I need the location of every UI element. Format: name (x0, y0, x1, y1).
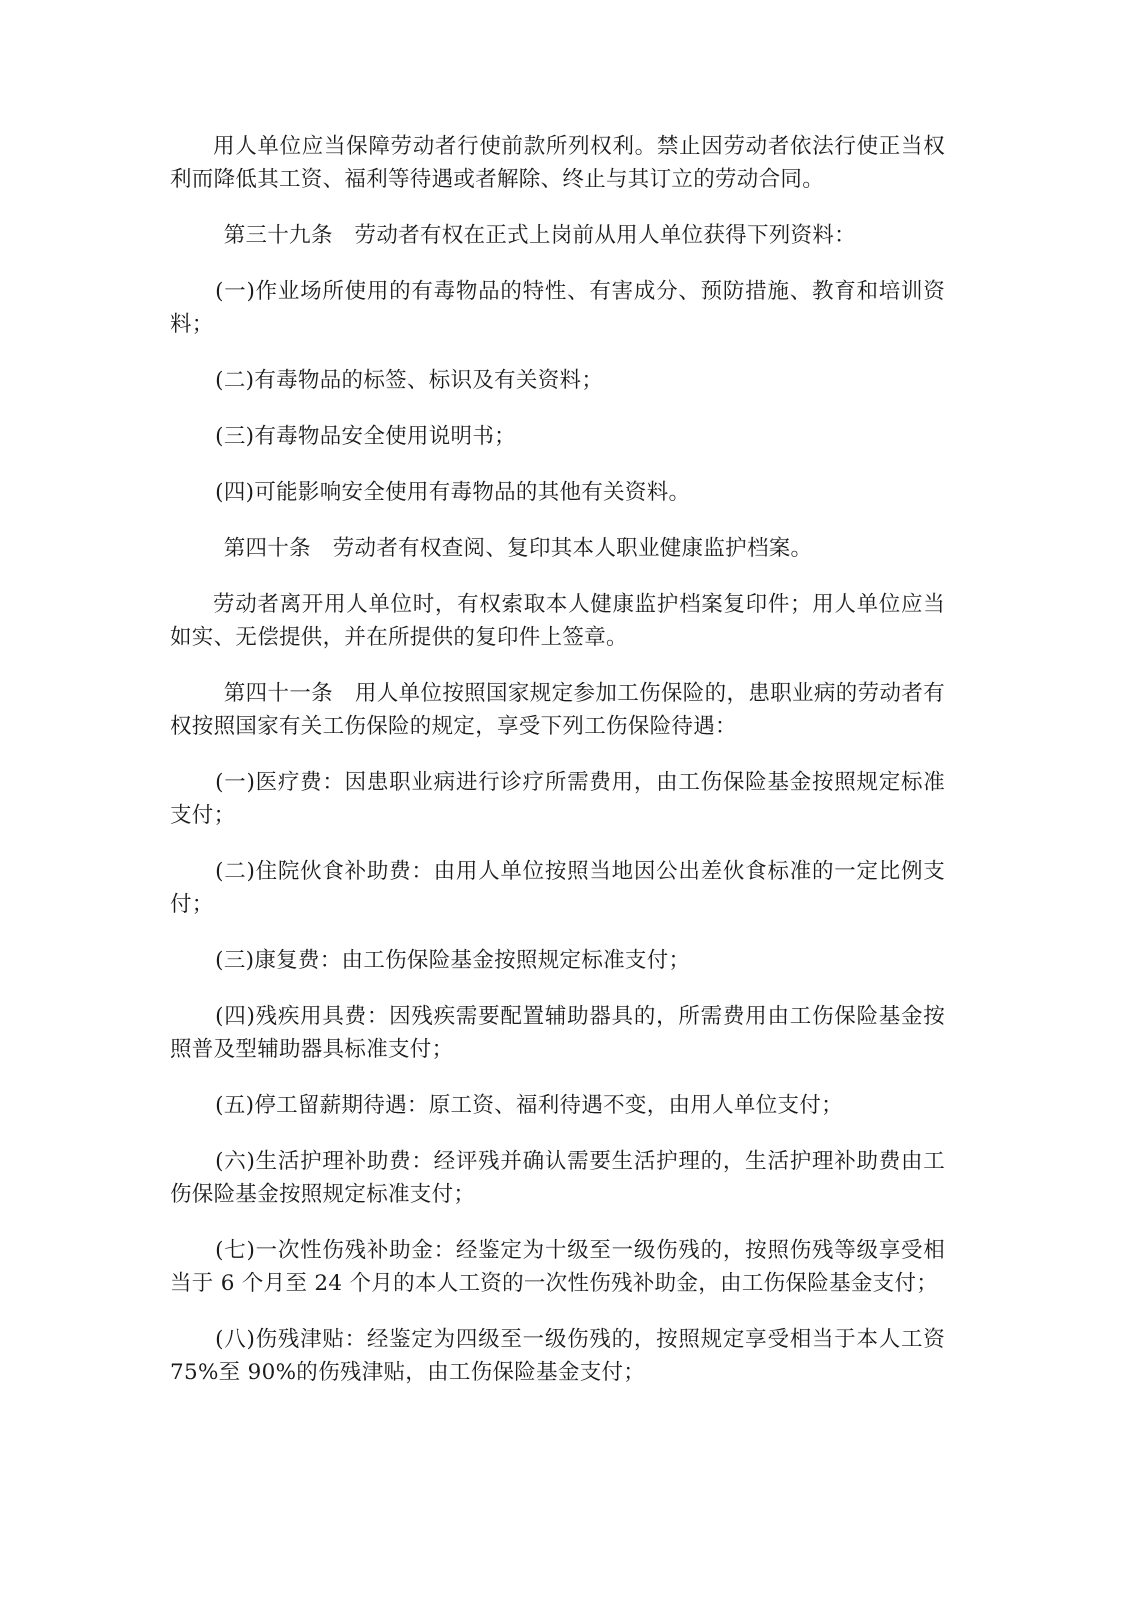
document-page (170, 130, 945, 1412)
paragraph-rights-protection: 用人单位应当保障劳动者行使前款所列权利。禁止因劳动者依法行使正当权利而降低其工资、福利等待遇或者解除、终止与其订立的劳动合同。 (170, 134, 945, 192)
article-41-item-3: (三)康复费：由工伤保险基金按照规定标准支付； (215, 948, 691, 973)
article-40: 第四十条 劳动者有权查阅、复印其本人职业健康监护档案。 (223, 536, 813, 561)
article-41-item-1: (一)医疗费：因患职业病进行诊疗所需费用，由工伤保险基金按照规定标准支付； (170, 770, 945, 828)
article-41: 第四十一条 用人单位按照国家规定参加工伤保险的，患职业病的劳动者有权按照国家有关工伤保险的规定，享受下列工伤保险待遇： (170, 681, 945, 739)
article-39-item-1: (一)作业场所使用的有毒物品的特性、有害成分、预防措施、教育和培训资料； (170, 279, 945, 337)
article-41-item-5: (五)停工留薪期待遇：原工资、福利待遇不变，由用人单位支付； (215, 1093, 843, 1118)
article-39-item-2: (二)有毒物品的标签、标识及有关资料； (215, 368, 604, 393)
article-41-item-6: (六)生活护理补助费：经评残并确认需要生活护理的，生活护理补助费由工伤保险基金按照规定标准支付； (170, 1149, 945, 1207)
article-41-item-2: (二)住院伙食补助费：由用人单位按照当地因公出差伙食标准的一定比例支付； (170, 859, 945, 917)
paragraph-health-records: 劳动者离开用人单位时，有权索取本人健康监护档案复印件；用人单位应当如实、无偿提供，并在所提供的复印件上签章。 (170, 592, 945, 650)
article-41-item-4: (四)残疾用具费：因残疾需要配置辅助器具的，所需费用由工伤保险基金按照普及型辅助器具标准支付； (170, 1004, 945, 1062)
article-41-item-8: (八)伤残津贴：经鉴定为四级至一级伤残的，按照规定享受相当于本人工资 75%至 90%的伤残津贴，由工伤保险基金支付； (170, 1327, 945, 1385)
article-39: 第三十九条 劳动者有权在正式上岗前从用人单位获得下列资料： (223, 223, 856, 248)
article-39-item-3: (三)有毒物品安全使用说明书； (215, 424, 516, 449)
article-41-item-7: (七)一次性伤残补助金：经鉴定为十级至一级伤残的，按照伤残等级享受相当于 6 个月至 24 个月的本人工资的一次性伤残补助金，由工伤保险基金支付； (170, 1238, 945, 1296)
article-39-item-4: (四)可能影响安全使用有毒物品的其他有关资料。 (215, 480, 691, 505)
